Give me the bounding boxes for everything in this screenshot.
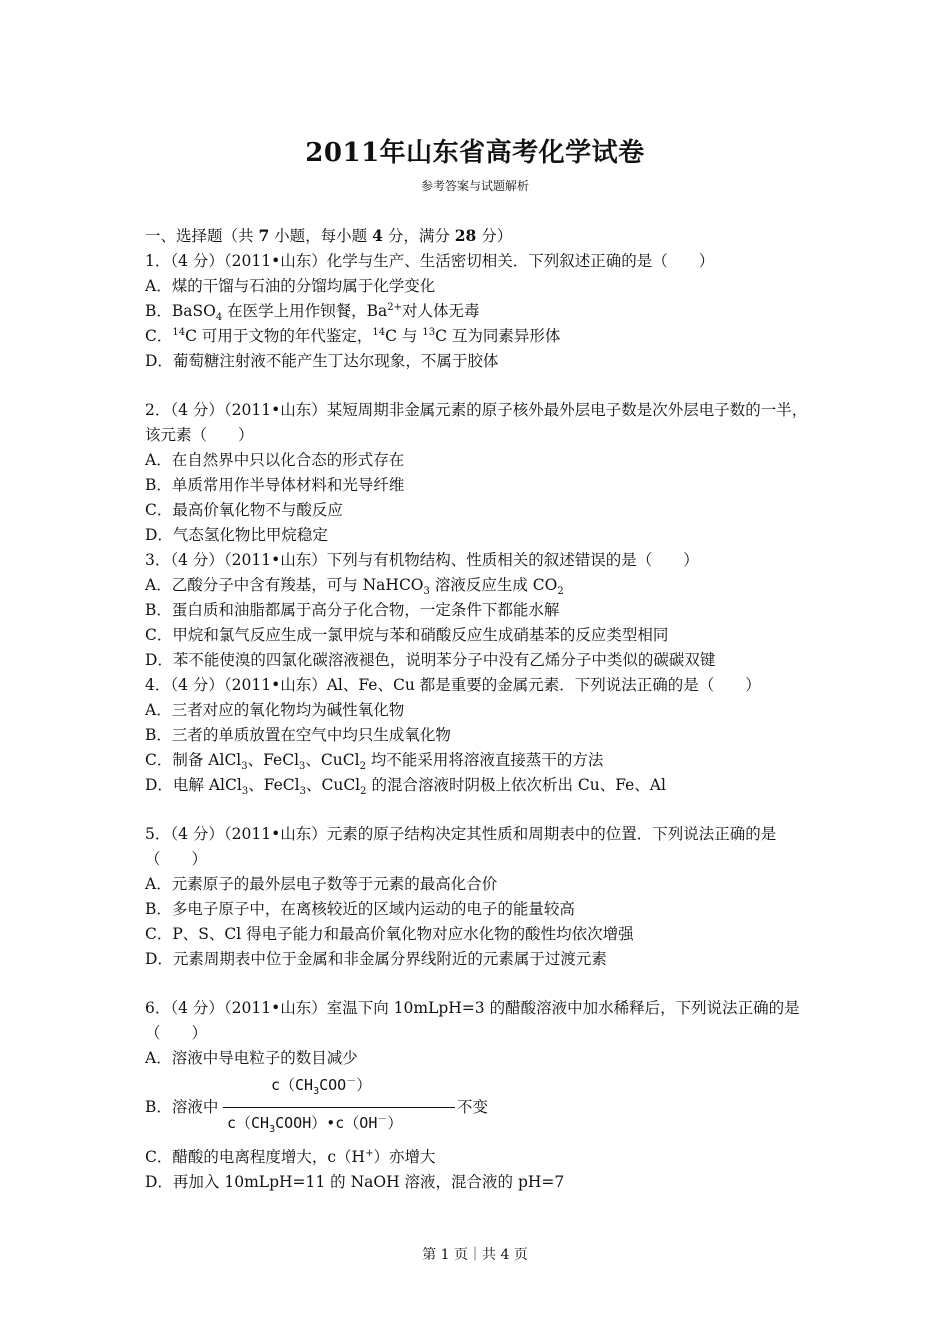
spacer <box>145 972 815 996</box>
page-subtitle: 参考答案与试题解析 <box>420 179 529 193</box>
current-page-number: 1 <box>440 1247 450 1263</box>
question-5-option-b: B．多电子原子中，在离核较近的区域内运动的电子的能量较高 <box>145 900 575 918</box>
question-1-option-d: D．葡萄糖注射液不能产生丁达尔现象，不属于胶体 <box>145 352 499 370</box>
spacer <box>145 798 815 822</box>
question-6-option-c: C．醋酸的电离程度增大，c（H+）亦增大 <box>145 1147 436 1166</box>
question-list <box>145 223 815 1195</box>
question-1-option-a: A．煤的干馏与石油的分馏均属于化学变化 <box>145 277 436 295</box>
section-heading: 一、选择题（共 7 小题，每小题 4 分，满分 28 分） <box>145 226 513 245</box>
page-title <box>0 132 950 169</box>
question-2-option-c: C．最高价氧化物不与酸反应 <box>145 501 343 519</box>
question-2-option-d: D．气态氢化物比甲烷稳定 <box>145 526 328 544</box>
question-4-option-d: D．电解 AlCl$_3$、FeCl$_3$、CuCl$_2$ 的混合溶液时阴极上依次析出 Cu、Fe、Al <box>145 776 666 798</box>
question-6-stem: 6．（4 分）（2011•山东）室温下向 10mLpH=3 的醋酸溶液中加水稀释后，下列说法正确的是（ ） <box>145 999 800 1042</box>
title-text: 年山东省高考化学试卷 <box>379 138 645 168</box>
fraction-numerator: $c(CH_3COO^-)$ <box>271 1076 372 1097</box>
question-3-option-d: D．苯不能使溴的四氯化碳溶液褪色，说明苯分子中没有乙烯分子中类似的碳碳双键 <box>145 651 716 669</box>
question-3-stem: 3．（4 分）（2011•山东）下列与有机物结构、性质相关的叙述错误的是（ ） <box>145 551 699 569</box>
fraction-denominator: $c(CH_3COOH)•c(OH^-)$ <box>227 1114 403 1135</box>
question-5-option-c: C．P、S、Cl 得电子能力和最高价氧化物对应水化物的酸性均依次增强 <box>145 925 634 943</box>
question-6-option-a: A．溶液中导电粒子的数目减少 <box>145 1049 358 1067</box>
question-1-option-b: B．BaSO$_4$ 在医学上用作钡餐，$Ba^{2+}$对人体无毒 <box>145 301 480 324</box>
question-4-option-c: C．制备 AlCl$_3$、FeCl$_3$、CuCl$_2$ 均不能采用将溶液直接蒸干的方法 <box>145 751 604 773</box>
concentration-fraction <box>223 1071 455 1141</box>
question-6-option-d: D．再加入 10mLpH=11 的 NaOH 溶液，混合液的 pH=7 <box>145 1173 565 1191</box>
question-4-option-a: A．三者对应的氧化物均为碱性氧化物 <box>145 701 405 719</box>
question-3-option-b: B．蛋白质和油脂都属于高分子化合物，一定条件下都能水解 <box>145 601 560 619</box>
option-b-tail: 不变 <box>457 1098 489 1116</box>
question-5-option-a: A．元素原子的最外层电子数等于元素的最高化合价 <box>145 875 498 893</box>
question-3-option-a: A．乙酸分子中含有羧基，可与 NaHCO$_3$ 溶液反应生成 $CO_2$ <box>145 576 564 598</box>
question-3-option-c: C．甲烷和氯气反应生成一氯甲烷与苯和硝酸反应生成硝基苯的反应类型相同 <box>145 626 669 644</box>
question-4-option-b: B．三者的单质放置在空气中均只生成氧化物 <box>145 726 451 744</box>
question-2-stem: 2．（4 分）（2011•山东）某短周期非金属元素的原子核外最外层电子数是次外层电子数的一半，该元素（ ） <box>145 401 808 444</box>
option-b-label: B．溶液中 <box>145 1098 219 1116</box>
page-footer: 第 1 页｜共 4 页 <box>422 1247 528 1263</box>
question-1-stem: 1．（4 分）（2011•山东）化学与生产、生活密切相关．下列叙述正确的是（ ） <box>145 252 715 270</box>
question-5-stem: 5．（4 分）（2011•山东）元素的原子结构决定其性质和周期表中的位置．下列说法正确的是（ ） <box>145 825 777 868</box>
total-page-count: 4 <box>500 1247 510 1263</box>
question-5-option-d: D．元素周期表中位于金属和非金属分界线附近的元素属于过渡元素 <box>145 950 607 968</box>
title-year: 2011 <box>305 138 380 168</box>
question-6-option-b <box>145 1071 815 1145</box>
points-per-question: 4 <box>372 226 383 245</box>
total-points: 28 <box>454 226 477 245</box>
question-2-option-b: B．单质常用作半导体材料和光导纤维 <box>145 476 405 494</box>
spacer <box>145 374 815 398</box>
question-1-option-c: C．$^{14}$C 可用于文物的年代鉴定，$^{14}$C 与 $^{13}$C 互为同素异形体 <box>145 326 561 345</box>
fraction-bar <box>223 1107 455 1108</box>
question-2-option-a: A．在自然界中只以化合态的形式存在 <box>145 451 405 469</box>
question-4-stem: 4．（4 分）（2011•山东）Al、Fe、Cu 都是重要的金属元素．下列说法正确的是（ ） <box>145 676 761 694</box>
question-count: 7 <box>258 226 270 245</box>
